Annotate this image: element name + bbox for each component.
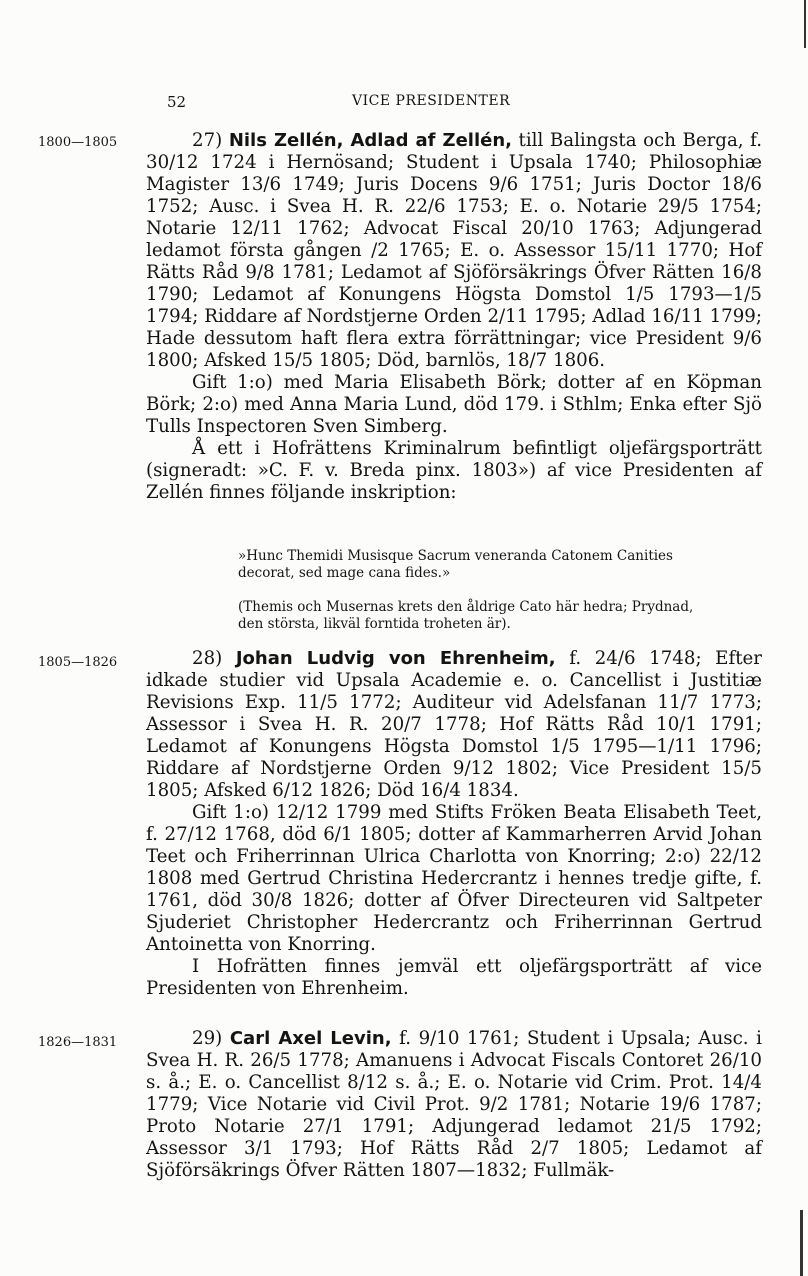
entry-28	[146, 648, 762, 1000]
entry-29	[146, 1028, 762, 1182]
entry-27-paragraph-2: Gift 1:o) med Maria Elisabeth Börk; dotter af en Köpman Börk; 2:o) med Anna Maria Lund, död 179. i Sthlm; Enka efter Sjö Tulls Inspectoren Sven Simberg.	[146, 372, 762, 437]
person-name: Carl Axel Levin,	[229, 1028, 392, 1049]
running-title: VICE PRESIDENTER	[352, 93, 511, 109]
entry-27-paragraph-1	[146, 130, 762, 372]
entry-number: 27)	[192, 130, 223, 151]
page-number: 52	[167, 93, 187, 111]
entry-body: till Balingsta och Berga, f. 30/12 1724 i Hernösand; Student i Upsala 1740; Philosophiæ Magister 13/6 1749; Juris Docens 9/6 1751; Juris Doctor 18/6 1752; Ausc. i Svea H. R. 22/6 1753; E. o. Notarie 29/5 1754; Notarie 12/11 1762; Advocat Fiscal 20/10 1763; Adjungerad ledamot första gången /2 1765; E. o. Assessor 15/11 1770; Hof Rätts Råd 9/8 1781; Ledamot af Sjöförsäkrings Öfver Rätten 16/8 1790; Ledamot af Konungens Högsta Domstol 1/5 1793—1/5 1794; Riddare af Nordstjerne Orden 2/11 1795; Adlad 16/11 1799; Hade dessutom haft flera extra förrättningar; vice President 9/6 1800; Afsked 15/5 1805; Död, barnlös, 18/7 1806.	[146, 130, 762, 371]
margin-years-entry-27: 1800—1805	[38, 135, 118, 150]
swedish-translation: (Themis och Musernas krets den åldrige Cato här hedra; Prydnad, den största, likväl forntida troheten är).	[238, 599, 694, 632]
entry-28-paragraph-2: Gift 1:o) 12/12 1799 med Stifts Fröken Beata Elisabeth Teet, f. 27/12 1768, död 6/1 1805; dotter af Kammarherren Arvid Johan Teet och Friherrinnan Ulrica Charlotta von Knorring; 2:o) 22/12 1808 med Gertrud Christina Hedercrantz i hennes tredje gifte, f. 1761, död 30/8 1826; dotter af Öfver Directeuren vid Saltpeter Sjuderiet Christopher Hedercrantz och Friherrinnan Gertrud Antoinetta von Knorring.	[146, 802, 762, 955]
entry-27	[146, 130, 762, 504]
entry-29-paragraph-1	[146, 1028, 762, 1182]
scan-edge-mark-top	[804, 0, 806, 48]
entry-number: 28)	[192, 648, 223, 669]
entry-body: f. 9/10 1761; Student i Upsala; Ausc. i Svea H. R. 26/5 1778; Amanuens i Advocat Fiscals Contoret 26/10 s. å.; E. o. Cancellist 8/12 s. å.; E. o. Notarie vid Crim. Prot. 14/4 1779; Vice Notarie vid Civil Prot. 9/2 1781; Notarie 19/6 1787; Proto Notarie 27/1 1791; Adjungerad ledamot 21/5 1792; Assessor 3/1 1793; Hof Rätts Råd 2/7 1805; Ledamot af Sjöförsäkrings Öfver Rätten 1807—1832; Fullmäk-	[146, 1028, 762, 1181]
entry-27-paragraph-3: Å ett i Hofrättens Kriminalrum befintligt oljefärgsporträtt (signeradt: »C. F. v. Breda pinx. 1803») af vice Presidenten af Zellén finnes följande inskription:	[146, 438, 762, 503]
person-name: Johan Ludvig von Ehrenheim,	[235, 648, 556, 669]
scan-edge-mark-bottom	[800, 1210, 803, 1276]
entry-body: f. 24/6 1748; Efter idkade studier vid Upsala Academie e. o. Cancellist i Justitiæ Revisions Exp. 11/5 1772; Auditeur vid Adelsfanan 11/7 1773; Assessor i Svea H. R. 20/7 1778; Hof Rätts Råd 10/1 1791; Ledamot af Konungens Högsta Domstol 1/5 1795—1/11 1796; Riddare af Nordstjerne Orden 9/12 1802; Vice President 15/5 1805; Afsked 6/12 1826; Död 16/4 1834.	[146, 648, 762, 801]
margin-years-entry-28: 1805—1826	[38, 655, 118, 670]
margin-years-entry-29: 1826—1831	[38, 1035, 118, 1050]
entry-28-paragraph-3: I Hofrätten finnes jemväl ett oljefärgsporträtt af vice Presidenten von Ehrenheim.	[146, 956, 762, 999]
person-name: Nils Zellén, Adlad af Zellén,	[228, 130, 512, 151]
entry-number: 29)	[192, 1028, 223, 1049]
entry-28-paragraph-1	[146, 648, 762, 802]
latin-inscription: »Hunc Themidi Musisque Sacrum veneranda Catonem Canities decorat, sed mage cana fides.»	[238, 548, 673, 581]
